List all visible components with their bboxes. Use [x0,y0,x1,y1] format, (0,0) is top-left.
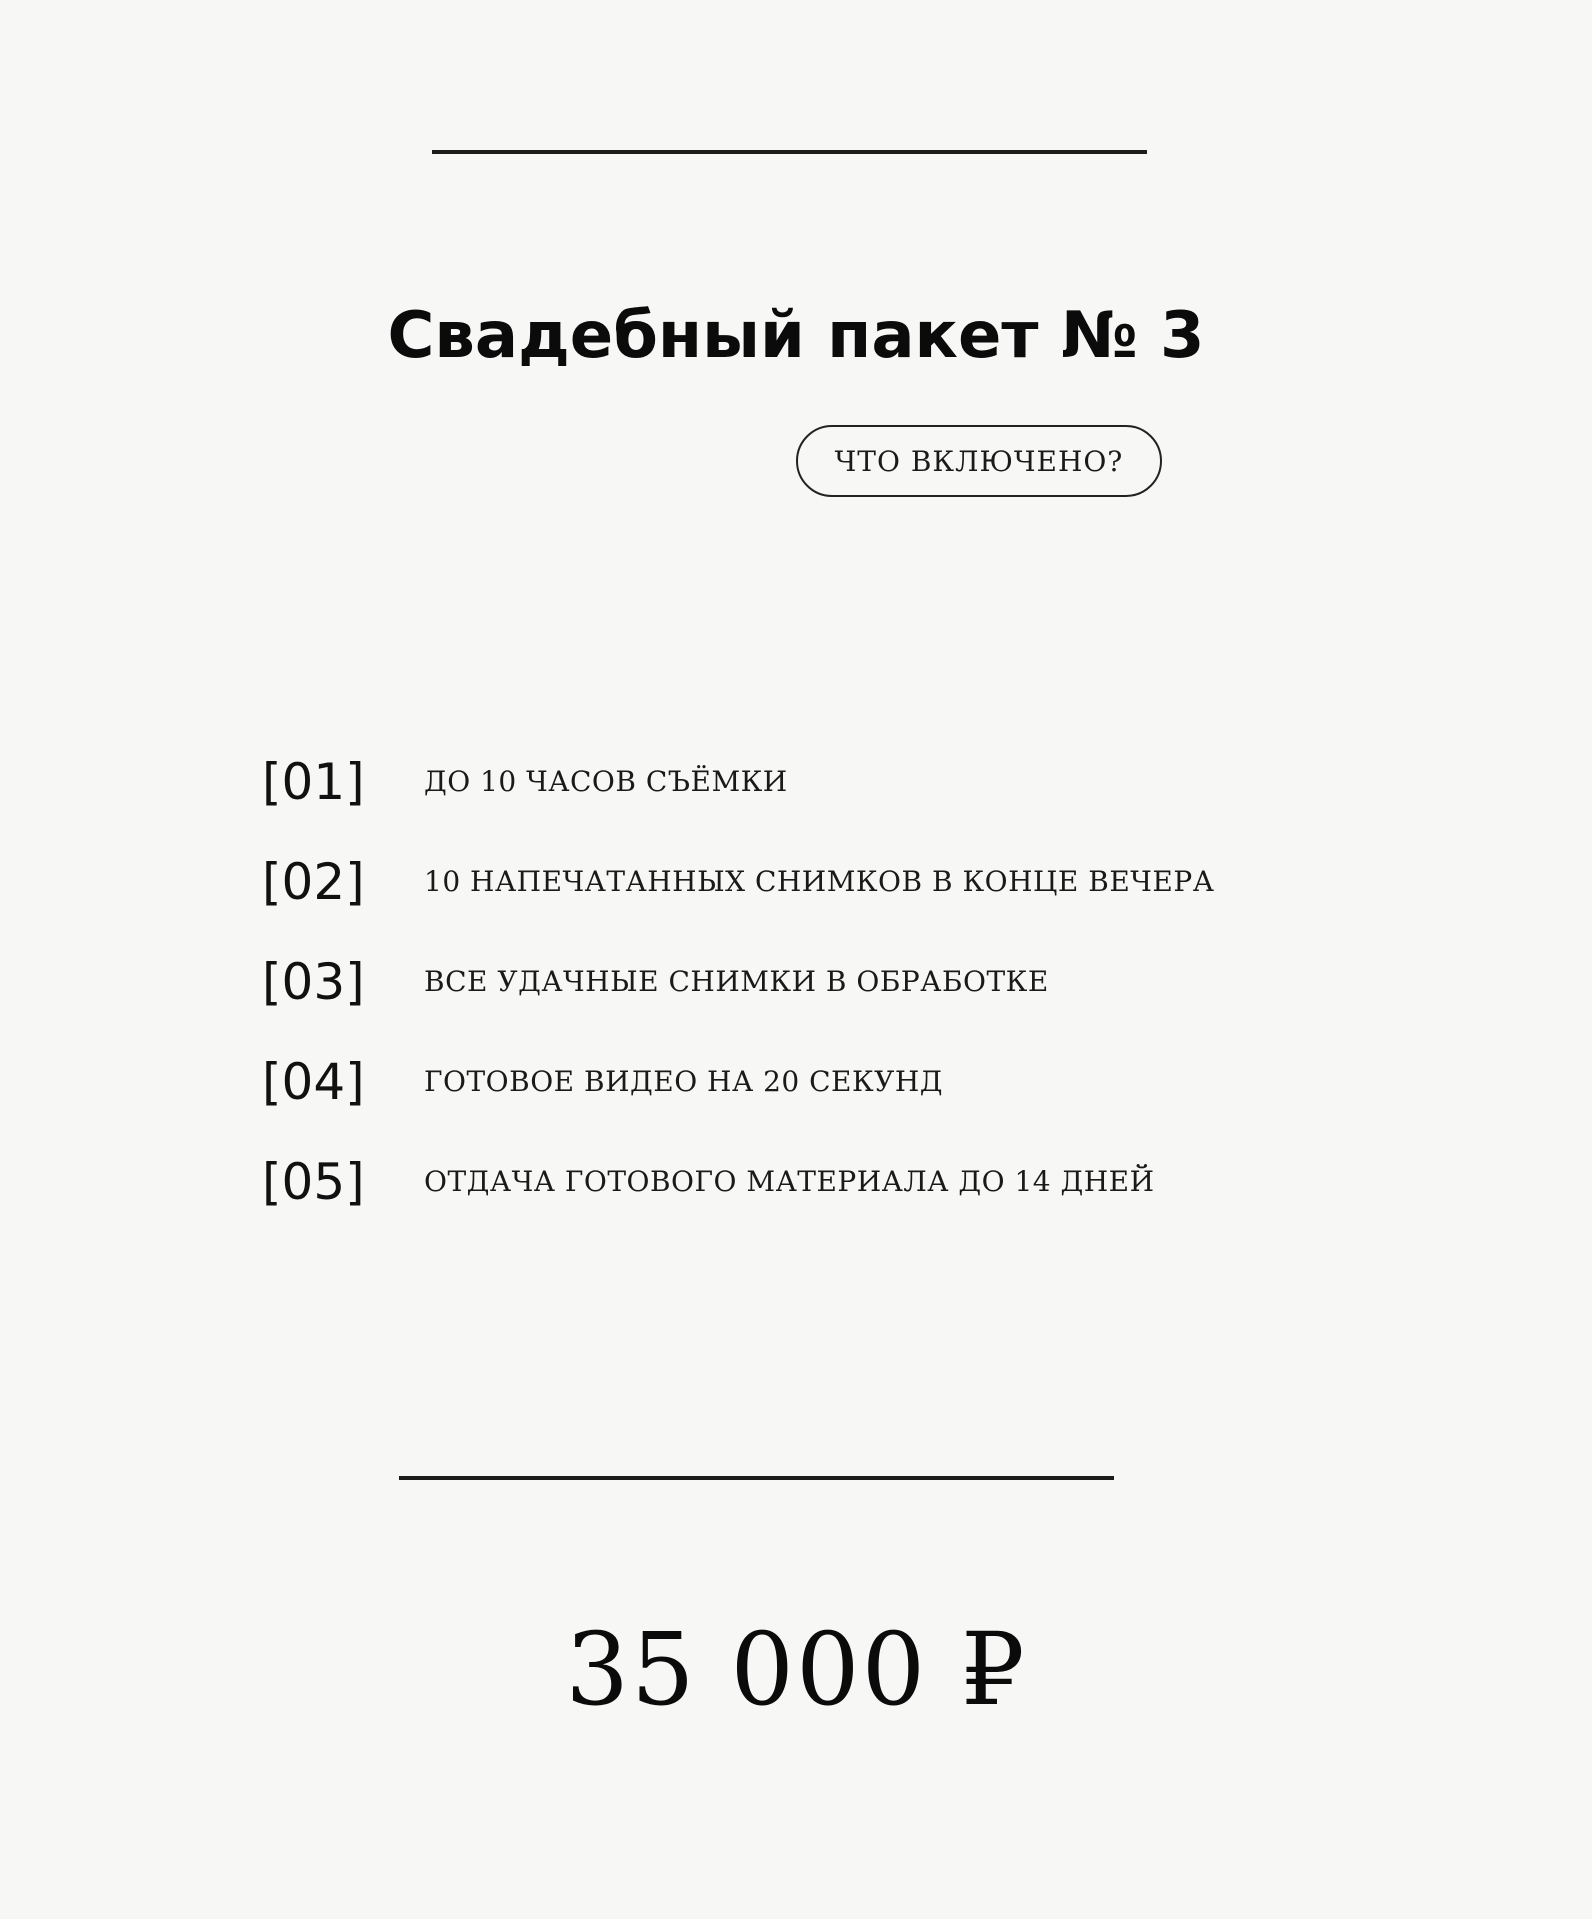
item-number: [04] [262,1053,365,1111]
list-item [262,1048,1362,1148]
page-title: Свадебный пакет № 3 [387,299,1205,373]
item-text: ГОТОВОЕ ВИДЕО НА 20 СЕКУНД [424,1065,944,1098]
item-text: ВСЕ УДАЧНЫЕ СНИМКИ В ОБРАБОТКЕ [424,965,1049,998]
list-item [262,1148,1362,1248]
item-text: ОТДАЧА ГОТОВОГО МАТЕРИАЛА ДО 14 ДНЕЙ [424,1165,1155,1198]
whats-included-button[interactable]: ЧТО ВКЛЮЧЕНО? [796,425,1162,497]
item-number: [01] [262,753,365,811]
list-item [262,748,1362,848]
list-item [262,848,1362,948]
price: 35 000 ₽ [565,1611,1027,1728]
item-number: [02] [262,853,365,911]
item-text: 10 НАПЕЧАТАННЫХ СНИМКОВ В КОНЦЕ ВЕЧЕРА [424,865,1215,898]
item-number: [03] [262,953,365,1011]
bottom-divider [399,1476,1114,1480]
feature-list [262,748,1362,1248]
item-number: [05] [262,1153,365,1211]
list-item [262,948,1362,1048]
top-divider [432,150,1147,154]
item-text: ДО 10 ЧАСОВ СЪЁМКИ [424,765,788,798]
